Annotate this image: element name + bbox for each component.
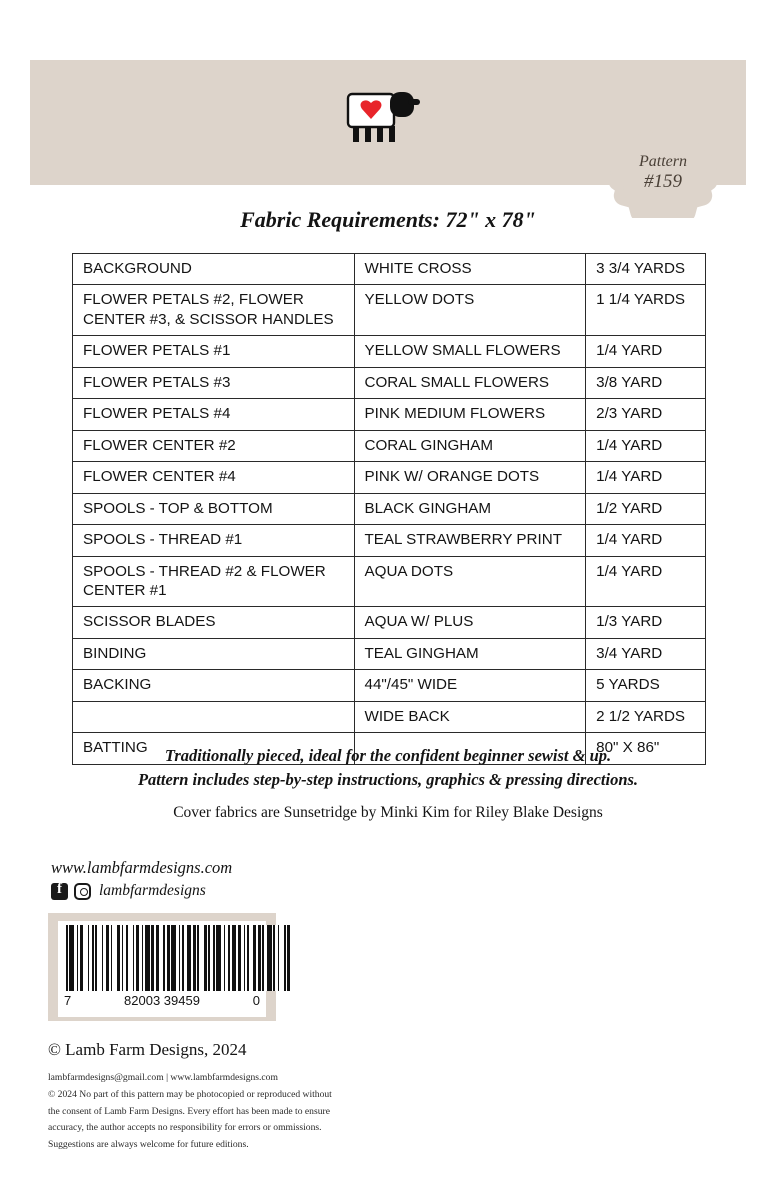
cell-fabric: BLACK GINGHAM xyxy=(354,493,586,524)
cell-amount: 1/4 YARD xyxy=(586,525,706,556)
cell-fabric: PINK W/ ORANGE DOTS xyxy=(354,462,586,493)
cell-part: BACKGROUND xyxy=(73,254,355,285)
cell-part: SPOOLS - THREAD #2 & FLOWER CENTER #1 xyxy=(73,556,355,607)
table-row xyxy=(73,607,706,638)
fineprint-block xyxy=(48,1070,468,1154)
facebook-icon[interactable] xyxy=(51,883,68,900)
fineprint-line-1: the consent of Lamb Farm Designs. Every effort has been made to ensure xyxy=(48,1105,330,1117)
table-row xyxy=(73,701,706,732)
pattern-number-badge xyxy=(607,128,719,218)
page-title: Fabric Requirements: 72" x 78" xyxy=(240,207,536,232)
fineprint-contact-line: lambfarmdesigns@gmail.com | www.lambfarmdesigns.com xyxy=(48,1072,278,1083)
blurb-italic xyxy=(0,744,776,792)
cell-amount: 1/2 YARD xyxy=(586,493,706,524)
sheep-logo-icon xyxy=(340,88,424,148)
cell-fabric: AQUA W/ PLUS xyxy=(354,607,586,638)
copyright-line: © Lamb Farm Designs, 2024 xyxy=(48,1040,247,1059)
table-row xyxy=(73,399,706,430)
cell-fabric: YELLOW DOTS xyxy=(354,285,586,336)
barcode-bars xyxy=(66,925,293,991)
table-row xyxy=(73,670,706,701)
instagram-icon[interactable] xyxy=(74,883,91,900)
cell-part: BATTING xyxy=(73,733,355,764)
table-row xyxy=(73,525,706,556)
table-row xyxy=(73,367,706,398)
cell-amount: 3/4 YARD xyxy=(586,638,706,669)
barcode-right-digit: 0 xyxy=(252,993,260,1008)
cell-part: FLOWER PETALS #3 xyxy=(73,367,355,398)
table-row xyxy=(73,285,706,336)
cell-part: SPOOLS - THREAD #1 xyxy=(73,525,355,556)
cell-part xyxy=(73,701,355,732)
cell-part: FLOWER PETALS #1 xyxy=(73,336,355,367)
cell-part: FLOWER CENTER #4 xyxy=(73,462,355,493)
table-row xyxy=(73,638,706,669)
blurb-italic-line-2: Pattern includes step-by-step instructions, graphics & pressing directions. xyxy=(137,769,639,789)
cell-part: SCISSOR BLADES xyxy=(73,607,355,638)
social-handle: lambfarmdesigns xyxy=(99,882,206,899)
cell-amount: 1 1/4 YARDS xyxy=(586,285,706,336)
fineprint-line-3: Suggestions are always welcome for future editions. xyxy=(48,1139,249,1151)
fineprint-line-0: © 2024 No part of this pattern may be photocopied or reproduced without xyxy=(48,1088,332,1100)
website-link[interactable]: www.lambfarmdesigns.com xyxy=(51,858,233,877)
cell-fabric: PINK MEDIUM FLOWERS xyxy=(354,399,586,430)
cell-fabric: CORAL GINGHAM xyxy=(354,430,586,461)
blurb-cover-fabrics: Cover fabrics are Sunsetridge by Minki Kim for Riley Blake Designs xyxy=(173,804,603,821)
cell-amount: 3 3/4 YARDS xyxy=(586,254,706,285)
cell-part: FLOWER PETALS #4 xyxy=(73,399,355,430)
cell-amount: 1/4 YARD xyxy=(586,556,706,607)
table-row xyxy=(73,430,706,461)
cell-amount: 2/3 YARD xyxy=(586,399,706,430)
cell-part: FLOWER CENTER #2 xyxy=(73,430,355,461)
cell-amount: 1/4 YARD xyxy=(586,430,706,461)
fabric-requirements-table xyxy=(72,253,706,765)
cell-amount: 2 1/2 YARDS xyxy=(586,701,706,732)
cell-fabric: WHITE CROSS xyxy=(354,254,586,285)
cell-part: BACKING xyxy=(73,670,355,701)
fineprint-line-2: accuracy, the author accepts no responsibility for errors or ommissions. xyxy=(48,1122,322,1134)
cell-amount: 1/4 YARD xyxy=(586,336,706,367)
cell-fabric: YELLOW SMALL FLOWERS xyxy=(354,336,586,367)
barcode-block xyxy=(48,913,276,1021)
badge-line-2: #159 xyxy=(644,171,682,193)
cell-part: BINDING xyxy=(73,638,355,669)
cell-fabric: WIDE BACK xyxy=(354,701,586,732)
barcode-left-digit: 7 xyxy=(64,993,72,1008)
table-row xyxy=(73,556,706,607)
table-row xyxy=(73,462,706,493)
cell-fabric: TEAL GINGHAM xyxy=(354,638,586,669)
cell-part: FLOWER PETALS #2, FLOWER CENTER #3, & SCISSOR HANDLES xyxy=(73,285,355,336)
barcode-main-digits: 82003 39459 xyxy=(124,993,200,1008)
cell-fabric: CORAL SMALL FLOWERS xyxy=(354,367,586,398)
cell-fabric: 44"/45" WIDE xyxy=(354,670,586,701)
cell-fabric: AQUA DOTS xyxy=(354,556,586,607)
cell-part: SPOOLS - TOP & BOTTOM xyxy=(73,493,355,524)
cell-amount: 3/8 YARD xyxy=(586,367,706,398)
blurb-italic-line-1: Traditionally pieced, ideal for the confident beginner sewist & up. xyxy=(164,746,612,765)
cell-amount: 5 YARDS xyxy=(586,670,706,701)
cell-fabric: TEAL STRAWBERRY PRINT xyxy=(354,525,586,556)
social-links[interactable] xyxy=(51,882,206,900)
cell-amount: 1/4 YARD xyxy=(586,462,706,493)
table-row xyxy=(73,493,706,524)
cell-amount: 80" X 86" xyxy=(586,733,706,764)
badge-line-1: Pattern xyxy=(639,152,687,170)
table-row xyxy=(73,254,706,285)
cell-amount: 1/3 YARD xyxy=(586,607,706,638)
table-row xyxy=(73,336,706,367)
